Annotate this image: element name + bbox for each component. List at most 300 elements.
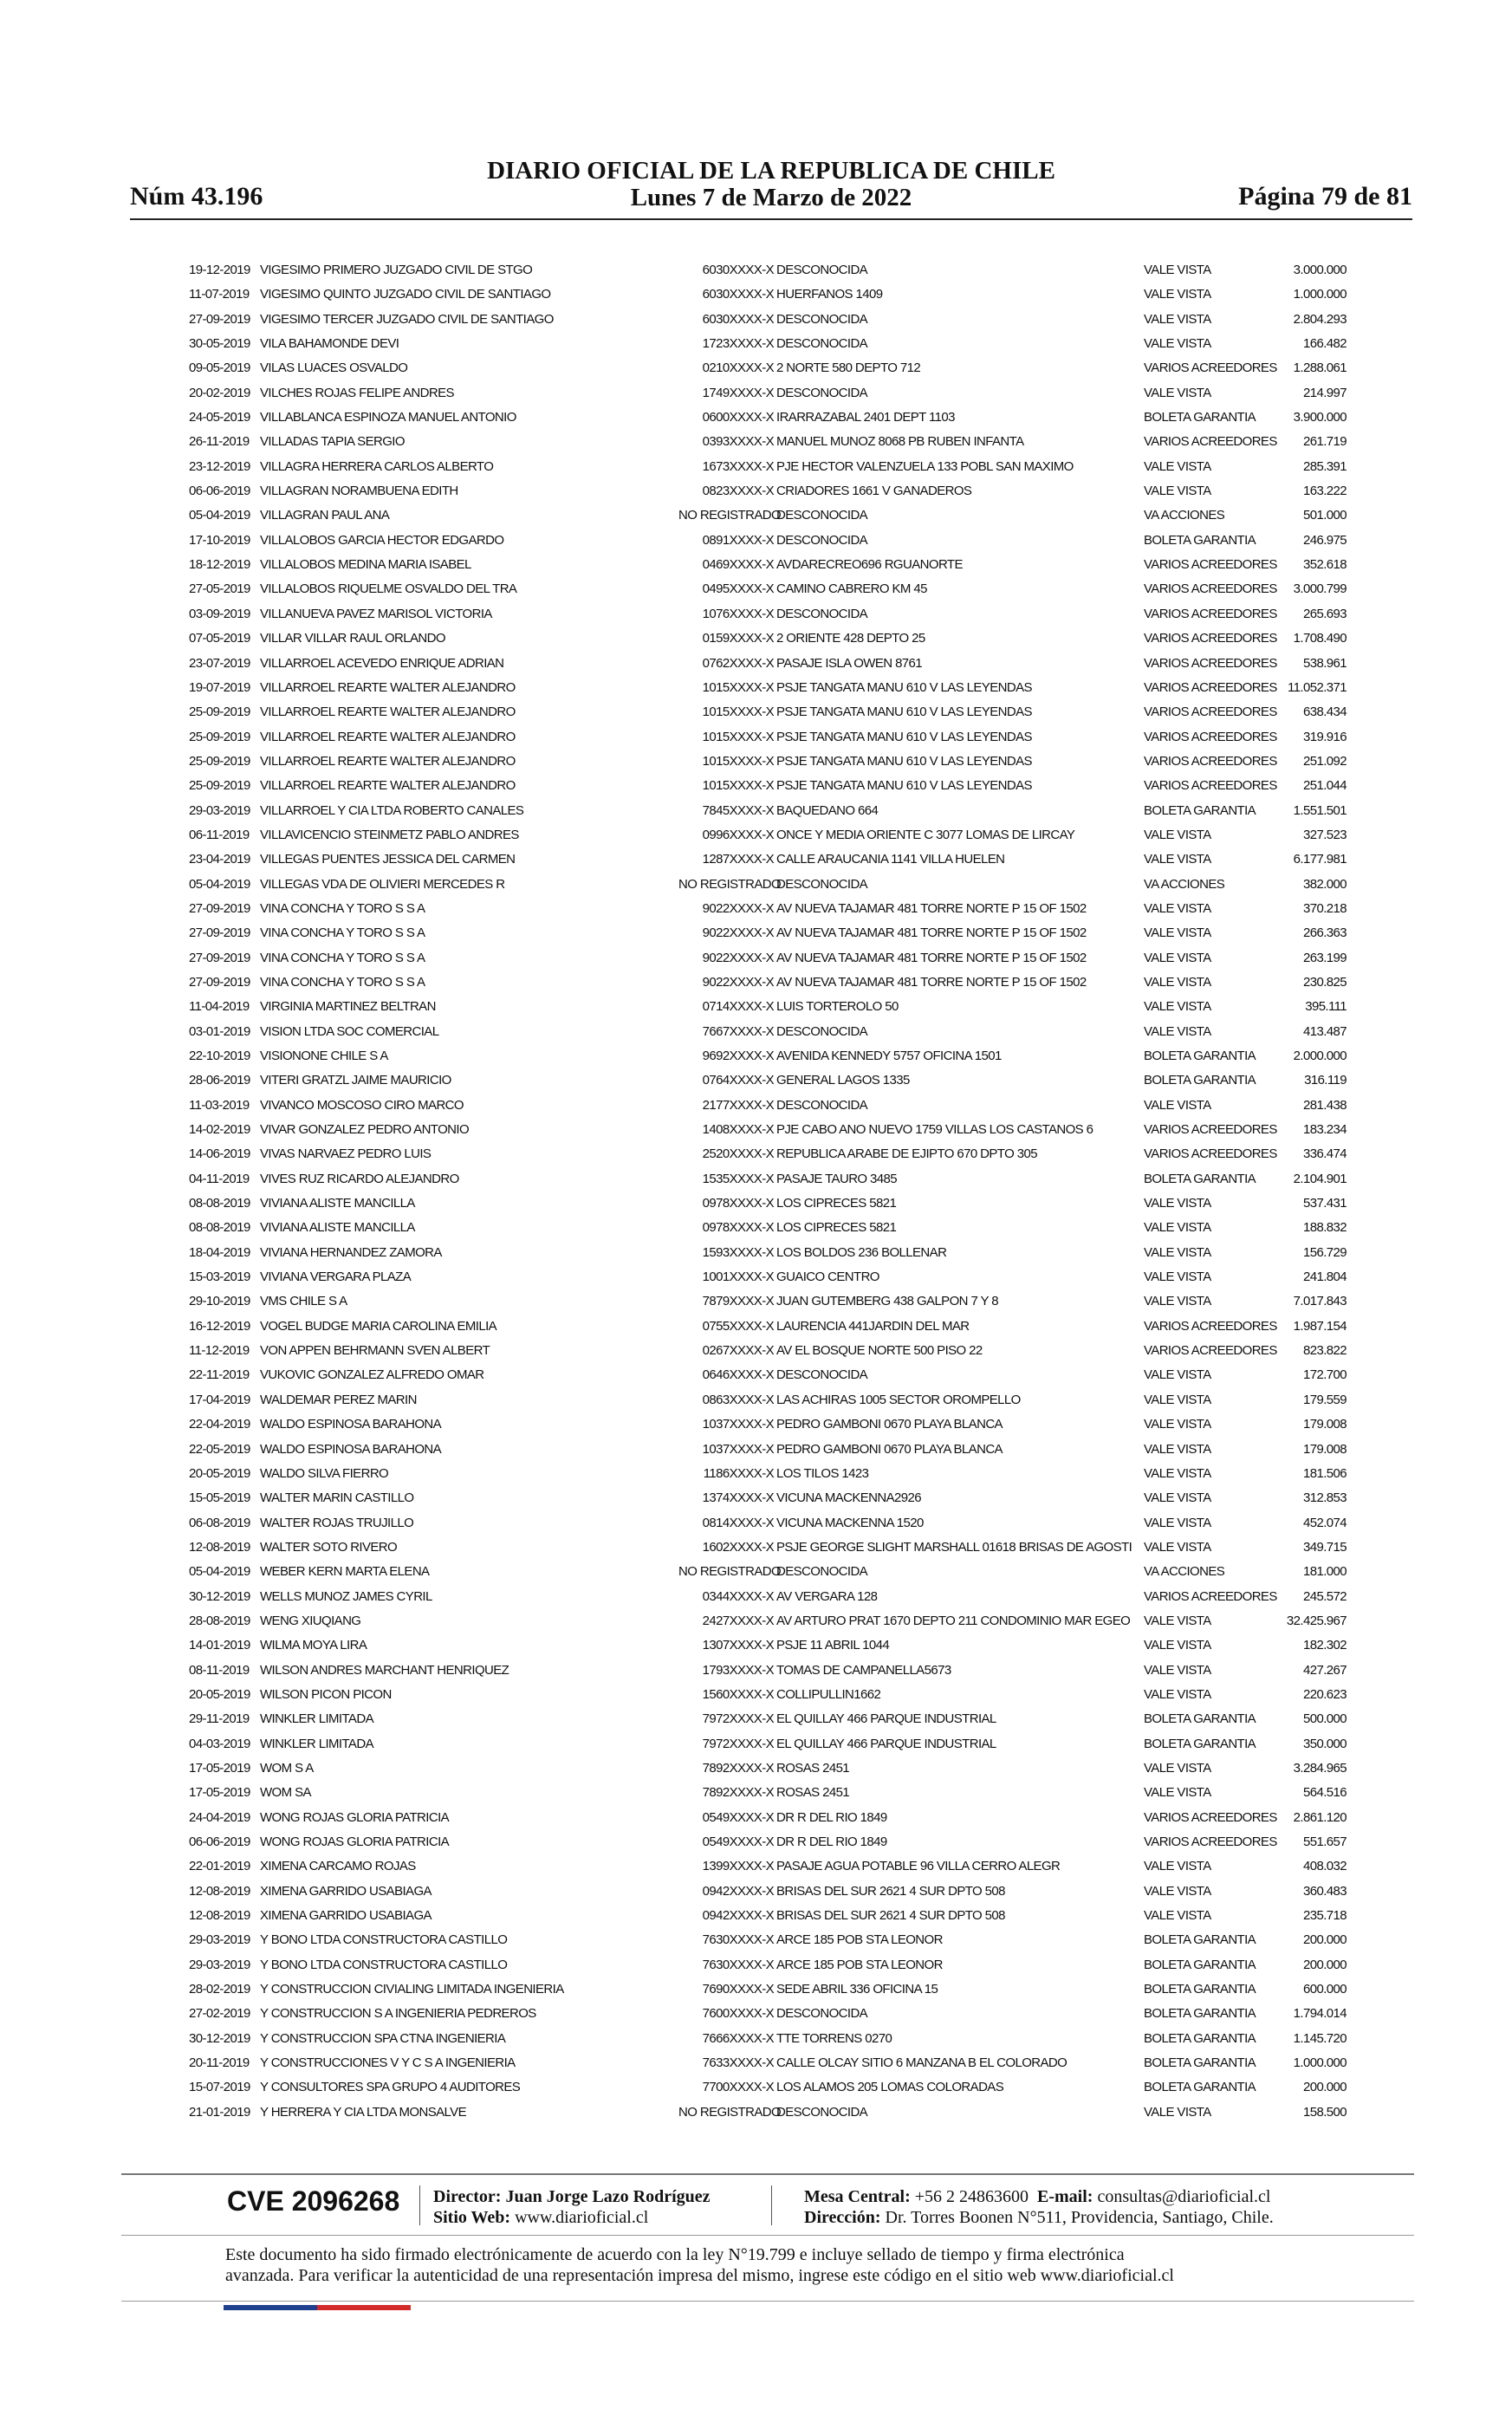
record-rut: 1037XXXX-X	[702, 1417, 774, 1432]
record-name: VIRGINIA MARTINEZ BELTRAN	[260, 999, 436, 1015]
table-row	[189, 1560, 1350, 1584]
table-row	[189, 2002, 1350, 2026]
record-amount: 163.222	[1302, 484, 1347, 499]
record-address: ONCE Y MEDIA ORIENTE C 3077 LOMAS DE LIRCAY	[776, 827, 1075, 842]
record-name: VILLEGAS VDA DE OLIVIERI MERCEDES R	[260, 876, 505, 892]
record-address: CRIADORES 1661 V GANADEROS	[776, 484, 972, 499]
record-type: VALE VISTA	[1144, 950, 1211, 965]
footer-divider	[121, 2235, 1414, 2236]
record-type: VARIOS ACREEDORES	[1144, 581, 1277, 597]
table-row	[189, 1683, 1350, 1707]
record-type: VALE VISTA	[1144, 1686, 1211, 1702]
record-date: 29-11-2019	[189, 1711, 250, 1727]
record-rut: NO REGISTRADO	[678, 876, 782, 892]
record-rut: 7600XXXX-X	[702, 2006, 774, 2022]
legal-notice	[225, 2244, 1308, 2286]
record-type: VALE VISTA	[1144, 1294, 1211, 1309]
record-rut: 2177XXXX-X	[702, 1097, 774, 1113]
record-name: VIVAS NARVAEZ PEDRO LUIS	[260, 1146, 432, 1162]
record-rut: 1749XXXX-X	[702, 385, 774, 400]
legal-line: avanzada. Para verificar la autenticidad de una representación impresa del mismo, ingrese este código en el sitio web www.diarioficial.cl	[225, 2266, 1174, 2285]
record-amount: 3.284.965	[1293, 1760, 1347, 1776]
record-name: VILLARROEL REARTE WALTER ALEJANDRO	[260, 679, 516, 695]
record-name: VILCHES ROJAS FELIPE ANDRES	[260, 385, 454, 400]
record-amount: 251.092	[1302, 753, 1347, 769]
record-name: WALTER SOTO RIVERO	[260, 1539, 398, 1555]
record-rut: 0863XXXX-X	[702, 1392, 774, 1407]
record-name: VIVIANA HERNANDEZ ZAMORA	[260, 1244, 442, 1260]
table-row	[189, 652, 1350, 676]
record-date: 05-04-2019	[189, 508, 250, 523]
record-amount: 200.000	[1302, 1932, 1347, 1948]
table-row	[189, 1339, 1350, 1363]
record-address: PSJE TANGATA MANU 610 V LAS LEYENDAS	[776, 753, 1032, 769]
record-rut: 0210XXXX-X	[702, 360, 774, 376]
record-amount: 179.008	[1302, 1417, 1347, 1432]
record-date: 30-12-2019	[189, 2030, 250, 2046]
record-type: VARIOS ACREEDORES	[1144, 434, 1277, 450]
table-row	[189, 1854, 1350, 1879]
record-type: VALE VISTA	[1144, 1613, 1211, 1628]
record-rut: 7972XXXX-X	[702, 1736, 774, 1751]
director-block	[433, 2186, 711, 2228]
record-amount: 1.794.014	[1293, 2006, 1347, 2022]
record-amount: 3.000.799	[1293, 581, 1347, 597]
table-row	[189, 799, 1350, 823]
address-value: Dr. Torres Boonen N°511, Providencia, Santiago, Chile.	[885, 2208, 1274, 2227]
records-table	[189, 258, 1350, 2125]
mesa-label: Mesa Central:	[804, 2187, 911, 2206]
table-row	[189, 479, 1350, 503]
record-rut: 7667XXXX-X	[702, 1023, 774, 1039]
record-date: 22-10-2019	[189, 1049, 250, 1063]
record-amount: 551.657	[1302, 1834, 1347, 1849]
record-amount: 360.483	[1302, 1883, 1347, 1899]
record-address: PASAJE ISLA OWEN 8761	[776, 655, 923, 671]
record-type: VALE VISTA	[1144, 1760, 1211, 1776]
record-date: 29-03-2019	[189, 802, 250, 818]
record-name: WOM S A	[260, 1760, 314, 1776]
record-rut: 7666XXXX-X	[702, 2030, 774, 2046]
table-row	[189, 1880, 1350, 1904]
table-row	[189, 676, 1350, 700]
flag-red-bar	[317, 2305, 411, 2310]
record-type: VARIOS ACREEDORES	[1144, 1318, 1277, 1334]
record-address: AV NUEVA TAJAMAR 481 TORRE NORTE P 15 OF 1502	[776, 950, 1087, 965]
record-amount: 11.052.371	[1288, 679, 1347, 695]
record-type: VALE VISTA	[1144, 1367, 1211, 1383]
publication-date: Lunes 7 de Marzo de 2022	[630, 184, 912, 211]
record-type: VARIOS ACREEDORES	[1144, 1588, 1277, 1604]
record-amount: 188.832	[1302, 1220, 1347, 1236]
record-date: 11-07-2019	[189, 287, 250, 302]
record-date: 22-11-2019	[189, 1367, 250, 1383]
record-type: VALE VISTA	[1144, 1662, 1211, 1678]
publication-title: DIARIO OFICIAL DE LA REPUBLICA DE CHILE	[487, 157, 1055, 185]
record-amount: 200.000	[1302, 1957, 1347, 1972]
table-row	[189, 602, 1350, 627]
record-rut: 1307XXXX-X	[702, 1638, 774, 1653]
record-address: LAS ACHIRAS 1005 SECTOR OROMPELLO	[776, 1392, 1021, 1407]
table-row	[189, 1142, 1350, 1166]
record-name: VILA BAHAMONDE DEVI	[260, 336, 399, 352]
record-type: VARIOS ACREEDORES	[1144, 679, 1277, 695]
table-row	[189, 1659, 1350, 1683]
record-address: PSJE 11 ABRIL 1044	[776, 1638, 890, 1653]
table-row	[189, 995, 1350, 1019]
record-amount: 214.997	[1302, 385, 1347, 400]
record-rut: 0823XXXX-X	[702, 484, 774, 499]
record-amount: 1.000.000	[1293, 287, 1347, 302]
record-date: 24-05-2019	[189, 410, 250, 425]
record-name: WONG ROJAS GLORIA PATRICIA	[260, 1809, 450, 1825]
record-address: COLLIPULLIN1662	[776, 1686, 881, 1702]
record-amount: 319.916	[1302, 729, 1347, 744]
table-row	[189, 503, 1350, 528]
table-row	[189, 725, 1350, 750]
record-amount: 261.719	[1302, 434, 1347, 450]
record-type: VALE VISTA	[1144, 1785, 1211, 1801]
record-name: Y CONSTRUCCIONES V Y C S A INGENIERIA	[260, 2055, 516, 2071]
record-date: 20-05-2019	[189, 1465, 250, 1481]
legal-line: Este documento ha sido firmado electrónicamente de acuerdo con la ley N°19.799 e incluye sellado de tiempo y firma electrónica	[225, 2245, 1125, 2264]
record-rut: 0469XXXX-X	[702, 557, 774, 573]
record-rut: 1186XXXX-X	[703, 1465, 774, 1481]
record-address: ARCE 185 POB STA LEONOR	[776, 1957, 943, 1972]
record-address: DESCONOCIDA	[776, 1367, 868, 1383]
record-address: REPUBLICA ARABE DE EJIPTO 670 DPTO 305	[776, 1146, 1037, 1162]
record-date: 06-06-2019	[189, 1834, 250, 1849]
record-name: VIVIANA ALISTE MANCILLA	[260, 1220, 415, 1236]
record-amount: 427.267	[1302, 1662, 1347, 1678]
record-rut: 0764XXXX-X	[702, 1073, 774, 1088]
record-date: 28-02-2019	[189, 1982, 250, 1997]
record-name: XIMENA GARRIDO USABIAGA	[260, 1908, 432, 1924]
record-address: SEDE ABRIL 336 OFICINA 15	[776, 1982, 938, 1997]
issue-number: Núm 43.196	[130, 182, 263, 211]
record-type: VARIOS ACREEDORES	[1144, 778, 1277, 794]
record-date: 25-09-2019	[189, 778, 250, 794]
record-date: 12-08-2019	[189, 1883, 250, 1899]
record-amount: 349.715	[1302, 1539, 1347, 1555]
record-rut: 9022XXXX-X	[702, 974, 774, 990]
record-address: AV VERGARA 128	[776, 1588, 878, 1604]
record-date: 27-09-2019	[189, 925, 250, 941]
record-address: PSJE GEORGE SLIGHT MARSHALL 01618 BRISAS DE AGOSTI	[776, 1539, 1132, 1555]
director-label: Director:	[433, 2187, 502, 2206]
record-rut: 0814XXXX-X	[702, 1515, 774, 1530]
record-name: WALDEMAR PEREZ MARIN	[260, 1392, 417, 1407]
record-name: WINKLER LIMITADA	[260, 1711, 373, 1727]
table-row	[189, 1830, 1350, 1854]
record-name: VISION LTDA SOC COMERCIAL	[260, 1023, 439, 1039]
record-name: VILLAGRAN PAUL ANA	[260, 508, 390, 523]
record-amount: 600.000	[1302, 1982, 1347, 1997]
record-type: VALE VISTA	[1144, 827, 1211, 842]
record-amount: 158.500	[1302, 2104, 1347, 2120]
record-address: HUERFANOS 1409	[776, 287, 883, 302]
table-row	[189, 1241, 1350, 1265]
record-type: VARIOS ACREEDORES	[1144, 606, 1277, 621]
record-address: IRARRAZABAL 2401 DEPT 1103	[776, 410, 955, 425]
record-address: DR R DEL RIO 1849	[776, 1834, 887, 1849]
record-type: VARIOS ACREEDORES	[1144, 1122, 1277, 1138]
table-row	[189, 1044, 1350, 1068]
record-type: VALE VISTA	[1144, 287, 1211, 302]
record-amount: 312.853	[1302, 1490, 1347, 1506]
record-type: VARIOS ACREEDORES	[1144, 1146, 1277, 1162]
record-rut: 1015XXXX-X	[702, 753, 774, 769]
record-date: 15-07-2019	[189, 2080, 250, 2095]
record-type: BOLETA GARANTIA	[1144, 1736, 1256, 1751]
record-name: VISIONONE CHILE S A	[260, 1049, 388, 1063]
table-row	[189, 308, 1350, 332]
record-rut: 0549XXXX-X	[702, 1834, 774, 1849]
record-rut: 0495XXXX-X	[702, 581, 774, 597]
record-rut: 1408XXXX-X	[702, 1122, 774, 1138]
table-row	[189, 2101, 1350, 2125]
table-row	[189, 1167, 1350, 1192]
record-amount: 1.708.490	[1293, 631, 1347, 646]
record-date: 29-10-2019	[189, 1294, 250, 1309]
record-type: VA ACCIONES	[1144, 1564, 1225, 1580]
record-date: 29-03-2019	[189, 1932, 250, 1948]
record-name: VILLALOBOS RIQUELME OSVALDO DEL TRA	[260, 581, 517, 597]
record-rut: 9022XXXX-X	[702, 950, 774, 965]
record-amount: 327.523	[1302, 827, 1347, 842]
record-name: VILLALOBOS GARCIA HECTOR EDGARDO	[260, 532, 504, 548]
record-date: 11-03-2019	[189, 1097, 250, 1113]
table-row	[189, 1977, 1350, 2002]
record-amount: 181.000	[1302, 1564, 1347, 1580]
record-date: 21-01-2019	[189, 2104, 250, 2120]
record-date: 15-03-2019	[189, 1269, 250, 1285]
record-address: PJE CABO ANO NUEVO 1759 VILLAS LOS CASTANOS 6	[776, 1122, 1093, 1138]
table-row	[189, 2051, 1350, 2075]
record-amount: 352.618	[1302, 557, 1347, 573]
record-date: 14-01-2019	[189, 1638, 250, 1653]
table-row	[189, 971, 1350, 995]
record-rut: 6030XXXX-X	[702, 263, 774, 277]
record-address: DESCONOCIDA	[776, 508, 868, 523]
record-date: 28-06-2019	[189, 1073, 250, 1088]
record-name: VILLARROEL REARTE WALTER ALEJANDRO	[260, 729, 516, 744]
contact-block	[804, 2186, 1274, 2228]
record-type: VALE VISTA	[1144, 1908, 1211, 1924]
record-date: 27-09-2019	[189, 311, 250, 327]
table-row	[189, 1585, 1350, 1609]
record-type: BOLETA GARANTIA	[1144, 1073, 1256, 1088]
table-row	[189, 2075, 1350, 2100]
record-date: 17-10-2019	[189, 532, 250, 548]
footer-divider	[121, 2173, 1414, 2175]
record-date: 12-08-2019	[189, 1539, 250, 1555]
record-rut: 1593XXXX-X	[702, 1244, 774, 1260]
table-row	[189, 750, 1350, 774]
record-amount: 246.975	[1302, 532, 1347, 548]
record-address: DESCONOCIDA	[776, 876, 868, 892]
record-address: PASAJE AGUA POTABLE 96 VILLA CERRO ALEGR	[776, 1859, 1061, 1874]
record-rut: 2520XXXX-X	[702, 1146, 774, 1162]
record-address: BRISAS DEL SUR 2621 4 SUR DPTO 508	[776, 1883, 1005, 1899]
table-row	[189, 577, 1350, 601]
record-address: PSJE TANGATA MANU 610 V LAS LEYENDAS	[776, 729, 1032, 744]
record-amount: 266.363	[1302, 925, 1347, 941]
site-link[interactable]: www.diarioficial.cl	[515, 2208, 649, 2227]
record-address: DESCONOCIDA	[776, 2006, 868, 2022]
record-name: XIMENA GARRIDO USABIAGA	[260, 1883, 432, 1899]
record-type: BOLETA GARANTIA	[1144, 2080, 1256, 2095]
record-rut: 9022XXXX-X	[702, 925, 774, 941]
record-amount: 1.987.154	[1293, 1318, 1347, 1334]
record-name: VILLALOBOS MEDINA MARIA ISABEL	[260, 557, 471, 573]
record-date: 06-06-2019	[189, 484, 250, 499]
record-address: AV EL BOSQUE NORTE 500 PISO 22	[776, 1343, 983, 1359]
record-type: VALE VISTA	[1144, 1490, 1211, 1506]
record-address: PSJE TANGATA MANU 610 V LAS LEYENDAS	[776, 778, 1032, 794]
footer-separator	[771, 2185, 772, 2225]
record-rut: 0978XXXX-X	[702, 1196, 774, 1211]
record-type: VARIOS ACREEDORES	[1144, 631, 1277, 646]
record-amount: 251.044	[1302, 778, 1347, 794]
record-rut: 7690XXXX-X	[702, 1982, 774, 1997]
record-type: VALE VISTA	[1144, 1638, 1211, 1653]
record-rut: 7892XXXX-X	[702, 1785, 774, 1801]
flag-blue-bar	[224, 2305, 317, 2310]
record-name: Y BONO LTDA CONSTRUCTORA CASTILLO	[260, 1957, 508, 1972]
record-address: DESCONOCIDA	[776, 1023, 868, 1039]
record-amount: 638.434	[1302, 705, 1347, 720]
record-address: VICUNA MACKENNA2926	[776, 1490, 921, 1506]
record-date: 14-06-2019	[189, 1146, 250, 1162]
record-rut: 0344XXXX-X	[702, 1588, 774, 1604]
record-name: VMS CHILE S A	[260, 1294, 347, 1309]
record-address: CAMINO CABRERO KM 45	[776, 581, 927, 597]
record-name: WENG XIUQIANG	[260, 1613, 361, 1628]
record-rut: 7633XXXX-X	[702, 2055, 774, 2071]
record-name: WALTER ROJAS TRUJILLO	[260, 1515, 414, 1530]
record-date: 09-05-2019	[189, 360, 250, 376]
table-row	[189, 258, 1350, 282]
record-amount: 156.729	[1302, 1244, 1347, 1260]
record-amount: 181.506	[1302, 1465, 1347, 1481]
record-rut: 9022XXXX-X	[702, 900, 774, 916]
record-amount: 408.032	[1302, 1859, 1347, 1874]
table-row	[189, 1928, 1350, 1952]
table-row	[189, 430, 1350, 454]
record-amount: 1.000.000	[1293, 2055, 1347, 2071]
record-date: 23-07-2019	[189, 655, 250, 671]
record-rut: NO REGISTRADO	[678, 1564, 782, 1580]
page-header	[130, 158, 1412, 217]
record-rut: 6030XXXX-X	[702, 287, 774, 302]
table-row	[189, 1094, 1350, 1118]
table-row	[189, 823, 1350, 847]
table-row	[189, 406, 1350, 430]
table-row	[189, 1732, 1350, 1756]
record-address: PJE HECTOR VALENZUELA 133 POBL SAN MAXIMO	[776, 458, 1074, 474]
record-date: 06-11-2019	[189, 827, 250, 842]
email-link[interactable]: consultas@diarioficial.cl	[1097, 2187, 1271, 2206]
record-amount: 1.145.720	[1293, 2030, 1347, 2046]
record-rut: 0549XXXX-X	[702, 1809, 774, 1825]
record-address: PEDRO GAMBONI 0670 PLAYA BLANCA	[776, 1417, 1003, 1432]
record-amount: 179.559	[1302, 1392, 1347, 1407]
record-address: DESCONOCIDA	[776, 2104, 868, 2120]
record-type: VALE VISTA	[1144, 484, 1211, 499]
record-rut: 1793XXXX-X	[702, 1662, 774, 1678]
table-row	[189, 1953, 1350, 1977]
record-rut: 1015XXXX-X	[702, 729, 774, 744]
record-name: VIVAR GONZALEZ PEDRO ANTONIO	[260, 1122, 470, 1138]
record-name: WONG ROJAS GLORIA PATRICIA	[260, 1834, 450, 1849]
record-type: VARIOS ACREEDORES	[1144, 360, 1277, 376]
record-name: WALDO ESPINOSA BARAHONA	[260, 1441, 442, 1457]
record-rut: 7972XXXX-X	[702, 1711, 774, 1727]
table-row	[189, 1216, 1350, 1240]
record-date: 12-08-2019	[189, 1908, 250, 1924]
record-rut: 1015XXXX-X	[702, 679, 774, 695]
table-row	[189, 553, 1350, 577]
record-date: 22-01-2019	[189, 1859, 250, 1874]
record-rut: 1287XXXX-X	[702, 852, 774, 867]
table-row	[189, 946, 1350, 971]
record-name: VILLAGRA HERRERA CARLOS ALBERTO	[260, 458, 494, 474]
record-date: 20-02-2019	[189, 385, 250, 400]
table-row	[189, 1806, 1350, 1830]
record-date: 18-04-2019	[189, 1244, 250, 1260]
record-rut: 0714XXXX-X	[702, 999, 774, 1015]
record-date: 14-02-2019	[189, 1122, 250, 1138]
table-row	[189, 455, 1350, 479]
record-date: 22-05-2019	[189, 1441, 250, 1457]
record-address: LOS CIPRECES 5821	[776, 1220, 897, 1236]
record-name: VILLADAS TAPIA SERGIO	[260, 434, 405, 450]
table-row	[189, 1068, 1350, 1093]
record-rut: 0942XXXX-X	[702, 1883, 774, 1899]
masthead	[130, 158, 1412, 211]
record-amount: 235.718	[1302, 1908, 1347, 1924]
email-label: E-mail:	[1037, 2187, 1093, 2206]
record-type: BOLETA GARANTIA	[1144, 1957, 1256, 1972]
record-name: VINA CONCHA Y TORO S S A	[260, 900, 425, 916]
record-type: VALE VISTA	[1144, 974, 1211, 990]
record-address: AV NUEVA TAJAMAR 481 TORRE NORTE P 15 OF 1502	[776, 900, 1087, 916]
record-date: 25-09-2019	[189, 705, 250, 720]
record-address: BAQUEDANO 664	[776, 802, 879, 818]
record-date: 08-08-2019	[189, 1196, 250, 1211]
record-rut: 1374XXXX-X	[702, 1490, 774, 1506]
record-amount: 6.177.981	[1293, 852, 1347, 867]
record-name: VUKOVIC GONZALEZ ALFREDO OMAR	[260, 1367, 484, 1383]
record-amount: 32.425.967	[1286, 1613, 1347, 1628]
record-amount: 823.822	[1302, 1343, 1347, 1359]
footer-divider	[121, 2301, 1414, 2302]
record-name: VILLAR VILLAR RAUL ORLANDO	[260, 631, 445, 646]
record-type: VALE VISTA	[1144, 1539, 1211, 1555]
record-name: VIVIANA ALISTE MANCILLA	[260, 1196, 415, 1211]
record-name: VILLARROEL REARTE WALTER ALEJANDRO	[260, 705, 516, 720]
record-name: VILLABLANCA ESPINOZA MANUEL ANTONIO	[260, 410, 516, 425]
record-rut: NO REGISTRADO	[678, 508, 782, 523]
table-row	[189, 1633, 1350, 1658]
address-label: Dirección:	[804, 2208, 881, 2227]
record-date: 05-04-2019	[189, 876, 250, 892]
table-row	[189, 1536, 1350, 1560]
record-date: 08-11-2019	[189, 1662, 250, 1678]
record-type: VARIOS ACREEDORES	[1144, 1809, 1277, 1825]
record-address: DESCONOCIDA	[776, 311, 868, 327]
